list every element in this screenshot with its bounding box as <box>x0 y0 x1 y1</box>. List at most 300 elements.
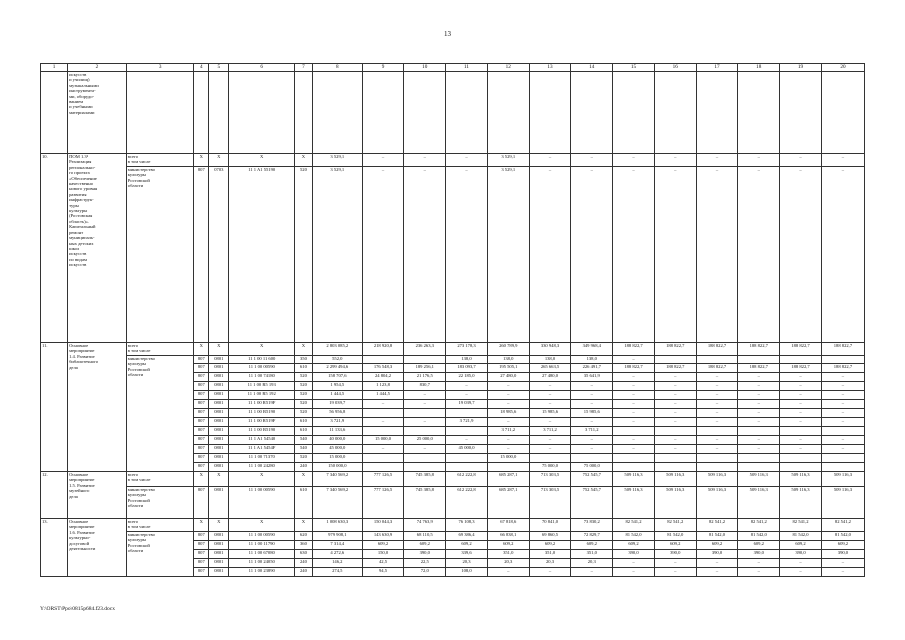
code-cell: 540 <box>294 436 312 445</box>
header-cell: 4 <box>194 64 209 72</box>
amount-cell: – <box>821 445 864 454</box>
code-cell: 11 1 A1 55190 <box>229 167 294 343</box>
amount-cell: 509 116,3 <box>821 472 864 487</box>
amount-cell: – <box>487 568 529 577</box>
amount-cell: 3 711,2 <box>487 427 529 436</box>
amount-cell: 15 985,6 <box>571 409 613 418</box>
code-cell: 520 <box>294 373 312 382</box>
code-cell: X <box>209 343 229 356</box>
empty-cell <box>738 72 780 154</box>
responsible-total-cell: всего в том числе <box>126 154 194 167</box>
code-cell: 520 <box>294 382 312 391</box>
amount-cell: 42,5 <box>362 559 404 568</box>
amount-cell: 75 000,0 <box>529 463 571 472</box>
amount-cell: 1 008 630,3 <box>312 519 362 532</box>
amount-cell: 509 116,3 <box>780 487 822 519</box>
amount-cell <box>362 463 404 472</box>
amount-cell: 745 385,8 <box>404 487 446 519</box>
header-cell: 20 <box>821 64 864 72</box>
amount-cell: – <box>821 559 864 568</box>
row-number-cell: 13. <box>41 519 68 577</box>
amount-cell: 20,3 <box>571 559 613 568</box>
header-cell: 16 <box>654 64 696 72</box>
amount-cell: 20,3 <box>487 559 529 568</box>
code-cell: 520 <box>294 454 312 463</box>
code-cell: 807 <box>194 454 209 463</box>
header-cell: 12 <box>487 64 529 72</box>
amount-cell: – <box>696 568 738 577</box>
amount-cell: 351,0 <box>487 550 529 559</box>
code-cell: 11 1 00 11 600 <box>229 356 294 364</box>
amount-cell: – <box>571 167 613 343</box>
code-cell: 807 <box>194 418 209 427</box>
responsible-total-cell: всего в том числе <box>126 472 194 487</box>
amount-cell: – <box>696 391 738 400</box>
amount-cell: 188 822,7 <box>821 343 864 356</box>
amount-cell: 108,0 <box>446 568 488 577</box>
code-cell: 610 <box>294 418 312 427</box>
amount-cell: 609,2 <box>738 541 780 550</box>
code-cell: 11 1 00 R5 193 <box>229 382 294 391</box>
code-cell: 11 1 A1 54540 <box>229 436 294 445</box>
code-cell: 0801 <box>209 541 229 550</box>
table-row <box>41 519 865 532</box>
amount-cell: 236 263,3 <box>404 343 446 356</box>
amount-cell: – <box>696 436 738 445</box>
amount-cell: 188 822,7 <box>696 343 738 356</box>
code-cell: X <box>294 519 312 532</box>
amount-cell: 509 116,3 <box>821 487 864 519</box>
amount-cell: – <box>738 436 780 445</box>
amount-cell: 1 444,5 <box>312 391 362 400</box>
responsible-executor-cell: министерство культуры Ростовской области <box>126 487 194 519</box>
amount-cell: 745 385,8 <box>404 472 446 487</box>
amount-cell: – <box>613 445 655 454</box>
amount-cell: 509 116,3 <box>780 472 822 487</box>
amount-cell: – <box>780 167 822 343</box>
amount-cell: 3 721,9 <box>446 418 488 427</box>
amount-cell: 74 763,9 <box>404 519 446 532</box>
program-name-cell: ПОМ 1.3² Реализация регионально- го проекта «Обеспечение качественно нового уровня развития инфраструк- туры культуры (Ростовская область)». Капитальный ремонт муниципаль- ных детских школ искусств по видам искусств <box>68 154 127 343</box>
amount-cell: – <box>362 418 404 427</box>
amount-cell: 609,2 <box>696 541 738 550</box>
header-row <box>41 64 865 72</box>
amount-cell <box>780 356 822 364</box>
code-cell: 807 <box>194 400 209 409</box>
file-path-footer: Y:\ORST\Ppo\0815p684.f23.docx <box>40 606 115 612</box>
amount-cell: 188 822,7 <box>738 343 780 356</box>
amount-cell: – <box>654 391 696 400</box>
code-cell: 0801 <box>209 391 229 400</box>
header-cell: 6 <box>229 64 294 72</box>
amount-cell: 7 314,4 <box>312 541 362 550</box>
program-name-cell: Основное мероприятие 1.5. Развитие музейного дела <box>68 472 127 519</box>
amount-cell: 752 545,7 <box>571 487 613 519</box>
amount-cell: 509 116,3 <box>613 472 655 487</box>
amount-cell: 552,0 <box>312 356 362 364</box>
amount-cell <box>780 463 822 472</box>
amount-cell: – <box>613 418 655 427</box>
amount-cell: 188 822,7 <box>613 343 655 356</box>
code-cell: X <box>229 343 294 356</box>
program-name-cell: Основное мероприятие 1.6. Развитие культурно- досуговой деятельности <box>68 519 127 577</box>
amount-cell <box>613 427 655 436</box>
amount-cell: 3 529,1 <box>312 154 362 167</box>
empty-cell <box>294 72 312 154</box>
amount-cell: – <box>529 436 571 445</box>
amount-cell: – <box>404 418 446 427</box>
amount-cell: 11 133,6 <box>312 427 362 436</box>
table-row <box>41 356 865 364</box>
amount-cell: – <box>613 154 655 167</box>
amount-cell: 830,7 <box>404 382 446 391</box>
row-number-cell: 10. <box>41 154 68 343</box>
amount-cell: – <box>362 154 404 167</box>
amount-cell: 24 804,2 <box>362 373 404 382</box>
amount-cell <box>404 427 446 436</box>
amount-cell: – <box>654 400 696 409</box>
amount-cell: 609,2 <box>362 541 404 550</box>
amount-cell: 15 000,0 <box>362 436 404 445</box>
code-cell: 0801 <box>209 550 229 559</box>
amount-cell: 188 822,7 <box>654 343 696 356</box>
amount-cell: 226 491,7 <box>571 364 613 373</box>
amount-cell: 609,2 <box>613 541 655 550</box>
amount-cell <box>446 409 488 418</box>
amount-cell: – <box>738 418 780 427</box>
empty-cell <box>209 72 229 154</box>
header-cell: 19 <box>780 64 822 72</box>
amount-cell: 7 340 569,2 <box>312 472 362 487</box>
amount-cell: – <box>738 382 780 391</box>
amount-cell: 509 116,3 <box>613 487 655 519</box>
amount-cell: – <box>362 167 404 343</box>
code-cell: 0801 <box>209 532 229 541</box>
amount-cell: – <box>404 167 446 343</box>
amount-cell: 609,2 <box>446 541 488 550</box>
amount-cell <box>696 463 738 472</box>
amount-cell: 612 222,8 <box>446 472 488 487</box>
header-cell: 15 <box>613 64 655 72</box>
code-cell: 807 <box>194 532 209 541</box>
amount-cell: – <box>780 391 822 400</box>
code-cell: 0801 <box>209 427 229 436</box>
continuation-row <box>41 72 865 154</box>
amount-cell: 351,0 <box>571 550 613 559</box>
amount-cell: 330 948,3 <box>529 343 571 356</box>
amount-cell: 390,0 <box>404 550 446 559</box>
amount-cell: – <box>571 436 613 445</box>
amount-cell: 390,0 <box>613 550 655 559</box>
amount-cell: 82 541,2 <box>696 519 738 532</box>
amount-cell: – <box>738 445 780 454</box>
amount-cell: – <box>487 382 529 391</box>
amount-cell: – <box>571 418 613 427</box>
amount-cell: 339,6 <box>446 550 488 559</box>
amount-cell: 777 126,5 <box>362 487 404 519</box>
code-cell: X <box>294 472 312 487</box>
amount-cell <box>696 454 738 463</box>
empty-cell <box>696 72 738 154</box>
amount-cell <box>738 463 780 472</box>
amount-cell: 685 287,1 <box>487 487 529 519</box>
amount-cell: – <box>696 559 738 568</box>
amount-cell: – <box>654 154 696 167</box>
code-cell: 807 <box>194 373 209 382</box>
table-row <box>41 343 865 356</box>
amount-cell: – <box>446 382 488 391</box>
code-cell: 807 <box>194 568 209 577</box>
row-number-cell: 11. <box>41 343 68 472</box>
code-cell: 620 <box>294 532 312 541</box>
amount-cell: – <box>571 568 613 577</box>
amount-cell: 260 789,9 <box>487 343 529 356</box>
amount-cell <box>654 427 696 436</box>
amount-cell: – <box>446 436 488 445</box>
empty-cell <box>229 72 294 154</box>
amount-cell: – <box>821 418 864 427</box>
amount-cell: 188 822,7 <box>780 343 822 356</box>
amount-cell: 22,5 <box>404 559 446 568</box>
amount-cell: 35 641,9 <box>571 373 613 382</box>
amount-cell: 609,2 <box>404 541 446 550</box>
amount-cell <box>362 409 404 418</box>
empty-cell <box>613 72 655 154</box>
amount-cell: 195 505,1 <box>487 364 529 373</box>
code-cell: X <box>194 154 209 167</box>
code-cell: 610 <box>294 427 312 436</box>
amount-cell: 188 822,7 <box>821 364 864 373</box>
amount-cell <box>654 454 696 463</box>
responsible-executor-cell: министерство культуры Ростовской области <box>126 532 194 577</box>
amount-cell: 509 116,3 <box>696 472 738 487</box>
responsible-total-cell: всего в том числе <box>126 343 194 356</box>
amount-cell: 82 541,2 <box>780 519 822 532</box>
amount-cell <box>404 409 446 418</box>
amount-cell: – <box>613 167 655 343</box>
amount-cell <box>738 356 780 364</box>
responsible-executor-cell: министерство культуры Ростовской области <box>126 167 194 343</box>
amount-cell: – <box>571 154 613 167</box>
code-cell: 11 1 00 71370 <box>229 454 294 463</box>
code-cell: 11 1 00 00590 <box>229 487 294 519</box>
amount-cell: 150,0 <box>362 550 404 559</box>
amount-cell: 21 176,5 <box>404 373 446 382</box>
amount-cell: – <box>738 373 780 382</box>
amount-cell: 19 039,7 <box>446 400 488 409</box>
amount-cell: – <box>613 373 655 382</box>
code-cell: X <box>194 343 209 356</box>
amount-cell: – <box>780 445 822 454</box>
code-cell: 807 <box>194 382 209 391</box>
amount-cell: 81 542,0 <box>780 532 822 541</box>
amount-cell: 25 000,0 <box>404 436 446 445</box>
program-name-cell: Основное мероприятие 1.4. Развитие библиотечного дела <box>68 343 127 472</box>
amount-cell: – <box>529 154 571 167</box>
amount-cell: – <box>446 167 488 343</box>
budget-table <box>40 63 865 577</box>
code-cell: 11 1 00 00590 <box>229 364 294 373</box>
amount-cell: 15 985,6 <box>529 409 571 418</box>
amount-cell: – <box>821 154 864 167</box>
code-cell: 807 <box>194 550 209 559</box>
amount-cell: 390,0 <box>696 550 738 559</box>
amount-cell: 82 541,2 <box>654 519 696 532</box>
header-cell: 3 <box>126 64 194 72</box>
amount-cell: 146,2 <box>312 559 362 568</box>
amount-cell: – <box>821 382 864 391</box>
code-cell: 0801 <box>209 559 229 568</box>
amount-cell: 158 707,6 <box>312 373 362 382</box>
amount-cell: – <box>362 400 404 409</box>
amount-cell: 390,0 <box>821 550 864 559</box>
code-cell: 11 1 00 R5190 <box>229 427 294 436</box>
amount-cell: 273 178,3 <box>446 343 488 356</box>
amount-cell: 176 548,3 <box>362 364 404 373</box>
amount-cell: 390,0 <box>738 550 780 559</box>
amount-cell: 81 542,0 <box>613 532 655 541</box>
amount-cell: – <box>780 382 822 391</box>
table-row <box>41 167 865 343</box>
amount-cell: 56 956,8 <box>312 409 362 418</box>
code-cell: 540 <box>294 445 312 454</box>
code-cell: 240 <box>294 568 312 577</box>
amount-cell: 138,0 <box>487 356 529 364</box>
code-cell: 520 <box>294 400 312 409</box>
code-cell: 11 1 00 00590 <box>229 532 294 541</box>
code-cell: 11 1 00 74180 <box>229 373 294 382</box>
amount-cell: 1 123,8 <box>362 382 404 391</box>
amount-cell: – <box>780 400 822 409</box>
amount-cell: 612 222,8 <box>446 487 488 519</box>
amount-cell <box>780 427 822 436</box>
code-cell: 807 <box>194 427 209 436</box>
amount-cell: 218 920,8 <box>362 343 404 356</box>
amount-cell <box>821 463 864 472</box>
amount-cell: 3 529,1 <box>487 154 529 167</box>
amount-cell <box>529 454 571 463</box>
amount-cell: – <box>571 445 613 454</box>
responsible-total-cell: всего в том числе <box>126 519 194 532</box>
amount-cell: 3 711,2 <box>529 427 571 436</box>
empty-cell <box>446 72 488 154</box>
amount-cell: 27 480,0 <box>529 373 571 382</box>
code-cell: X <box>209 519 229 532</box>
amount-cell: 19 039,7 <box>312 400 362 409</box>
amount-cell: 72 829,7 <box>571 532 613 541</box>
table-row <box>41 472 865 487</box>
code-cell: 350 <box>294 356 312 364</box>
responsible-executor-cell: министерство культуры Ростовской области <box>126 356 194 472</box>
amount-cell: – <box>821 436 864 445</box>
header-cell: 1 <box>41 64 68 72</box>
amount-cell: 2 299 494,6 <box>312 364 362 373</box>
empty-cell <box>126 72 194 154</box>
amount-cell <box>362 427 404 436</box>
amount-cell: 94,5 <box>362 568 404 577</box>
amount-cell: – <box>529 167 571 343</box>
amount-cell: 15 000,0 <box>312 454 362 463</box>
code-cell: X <box>294 343 312 356</box>
code-cell: 11 1 00 R519F <box>229 400 294 409</box>
amount-cell: – <box>404 445 446 454</box>
amount-cell: 509 116,3 <box>738 487 780 519</box>
code-cell: 807 <box>194 487 209 519</box>
code-cell: 0703 <box>209 167 229 343</box>
code-cell: 807 <box>194 409 209 418</box>
amount-cell: 69 386,4 <box>446 532 488 541</box>
amount-cell: – <box>487 418 529 427</box>
amount-cell: 143 630,9 <box>362 532 404 541</box>
code-cell: X <box>229 154 294 167</box>
amount-cell: – <box>696 167 738 343</box>
amount-cell <box>821 356 864 364</box>
code-cell: 0801 <box>209 373 229 382</box>
amount-cell: – <box>529 445 571 454</box>
amount-cell: 3 529,1 <box>487 167 529 343</box>
amount-cell: – <box>613 391 655 400</box>
code-cell: 11 1 00 R5 192 <box>229 391 294 400</box>
program-name-cell: искусств и училищ) музыкальными инструмента- ми, оборудо- ванием и учебными материалами <box>68 72 127 154</box>
amount-cell: 274,5 <box>312 568 362 577</box>
amount-cell: 82 541,2 <box>613 519 655 532</box>
amount-cell: – <box>446 154 488 167</box>
amount-cell: – <box>738 154 780 167</box>
amount-cell <box>487 463 529 472</box>
empty-cell <box>654 72 696 154</box>
amount-cell <box>613 463 655 472</box>
code-cell: 610 <box>294 364 312 373</box>
amount-cell: – <box>613 356 655 364</box>
amount-cell: – <box>738 409 780 418</box>
amount-cell: – <box>696 382 738 391</box>
code-cell: X <box>194 519 209 532</box>
amount-cell: 609,2 <box>821 541 864 550</box>
code-cell: 610 <box>294 487 312 519</box>
amount-cell: – <box>738 167 780 343</box>
amount-cell: 1 954,5 <box>312 382 362 391</box>
amount-cell <box>821 454 864 463</box>
amount-cell: – <box>654 436 696 445</box>
amount-cell: 265 663,5 <box>529 364 571 373</box>
amount-cell: 509 116,3 <box>654 472 696 487</box>
amount-cell: – <box>487 436 529 445</box>
amount-cell: 609,2 <box>780 541 822 550</box>
amount-cell: 390,0 <box>654 550 696 559</box>
amount-cell <box>780 454 822 463</box>
empty-cell <box>821 72 864 154</box>
empty-cell <box>487 72 529 154</box>
header-cell: 8 <box>312 64 362 72</box>
amount-cell: – <box>654 559 696 568</box>
header-cell: 7 <box>294 64 312 72</box>
code-cell: X <box>209 154 229 167</box>
code-cell: 0801 <box>209 436 229 445</box>
code-cell: 807 <box>194 391 209 400</box>
amount-cell: – <box>529 568 571 577</box>
amount-cell: – <box>487 391 529 400</box>
amount-cell <box>404 463 446 472</box>
code-cell: 11 1 00 23890 <box>229 568 294 577</box>
code-cell: 520 <box>294 391 312 400</box>
empty-cell <box>780 72 822 154</box>
amount-cell <box>654 463 696 472</box>
amount-cell: 81 542,0 <box>696 532 738 541</box>
code-cell: 520 <box>294 409 312 418</box>
amount-cell: – <box>613 436 655 445</box>
header-cell: 9 <box>362 64 404 72</box>
code-cell: 807 <box>194 463 209 472</box>
